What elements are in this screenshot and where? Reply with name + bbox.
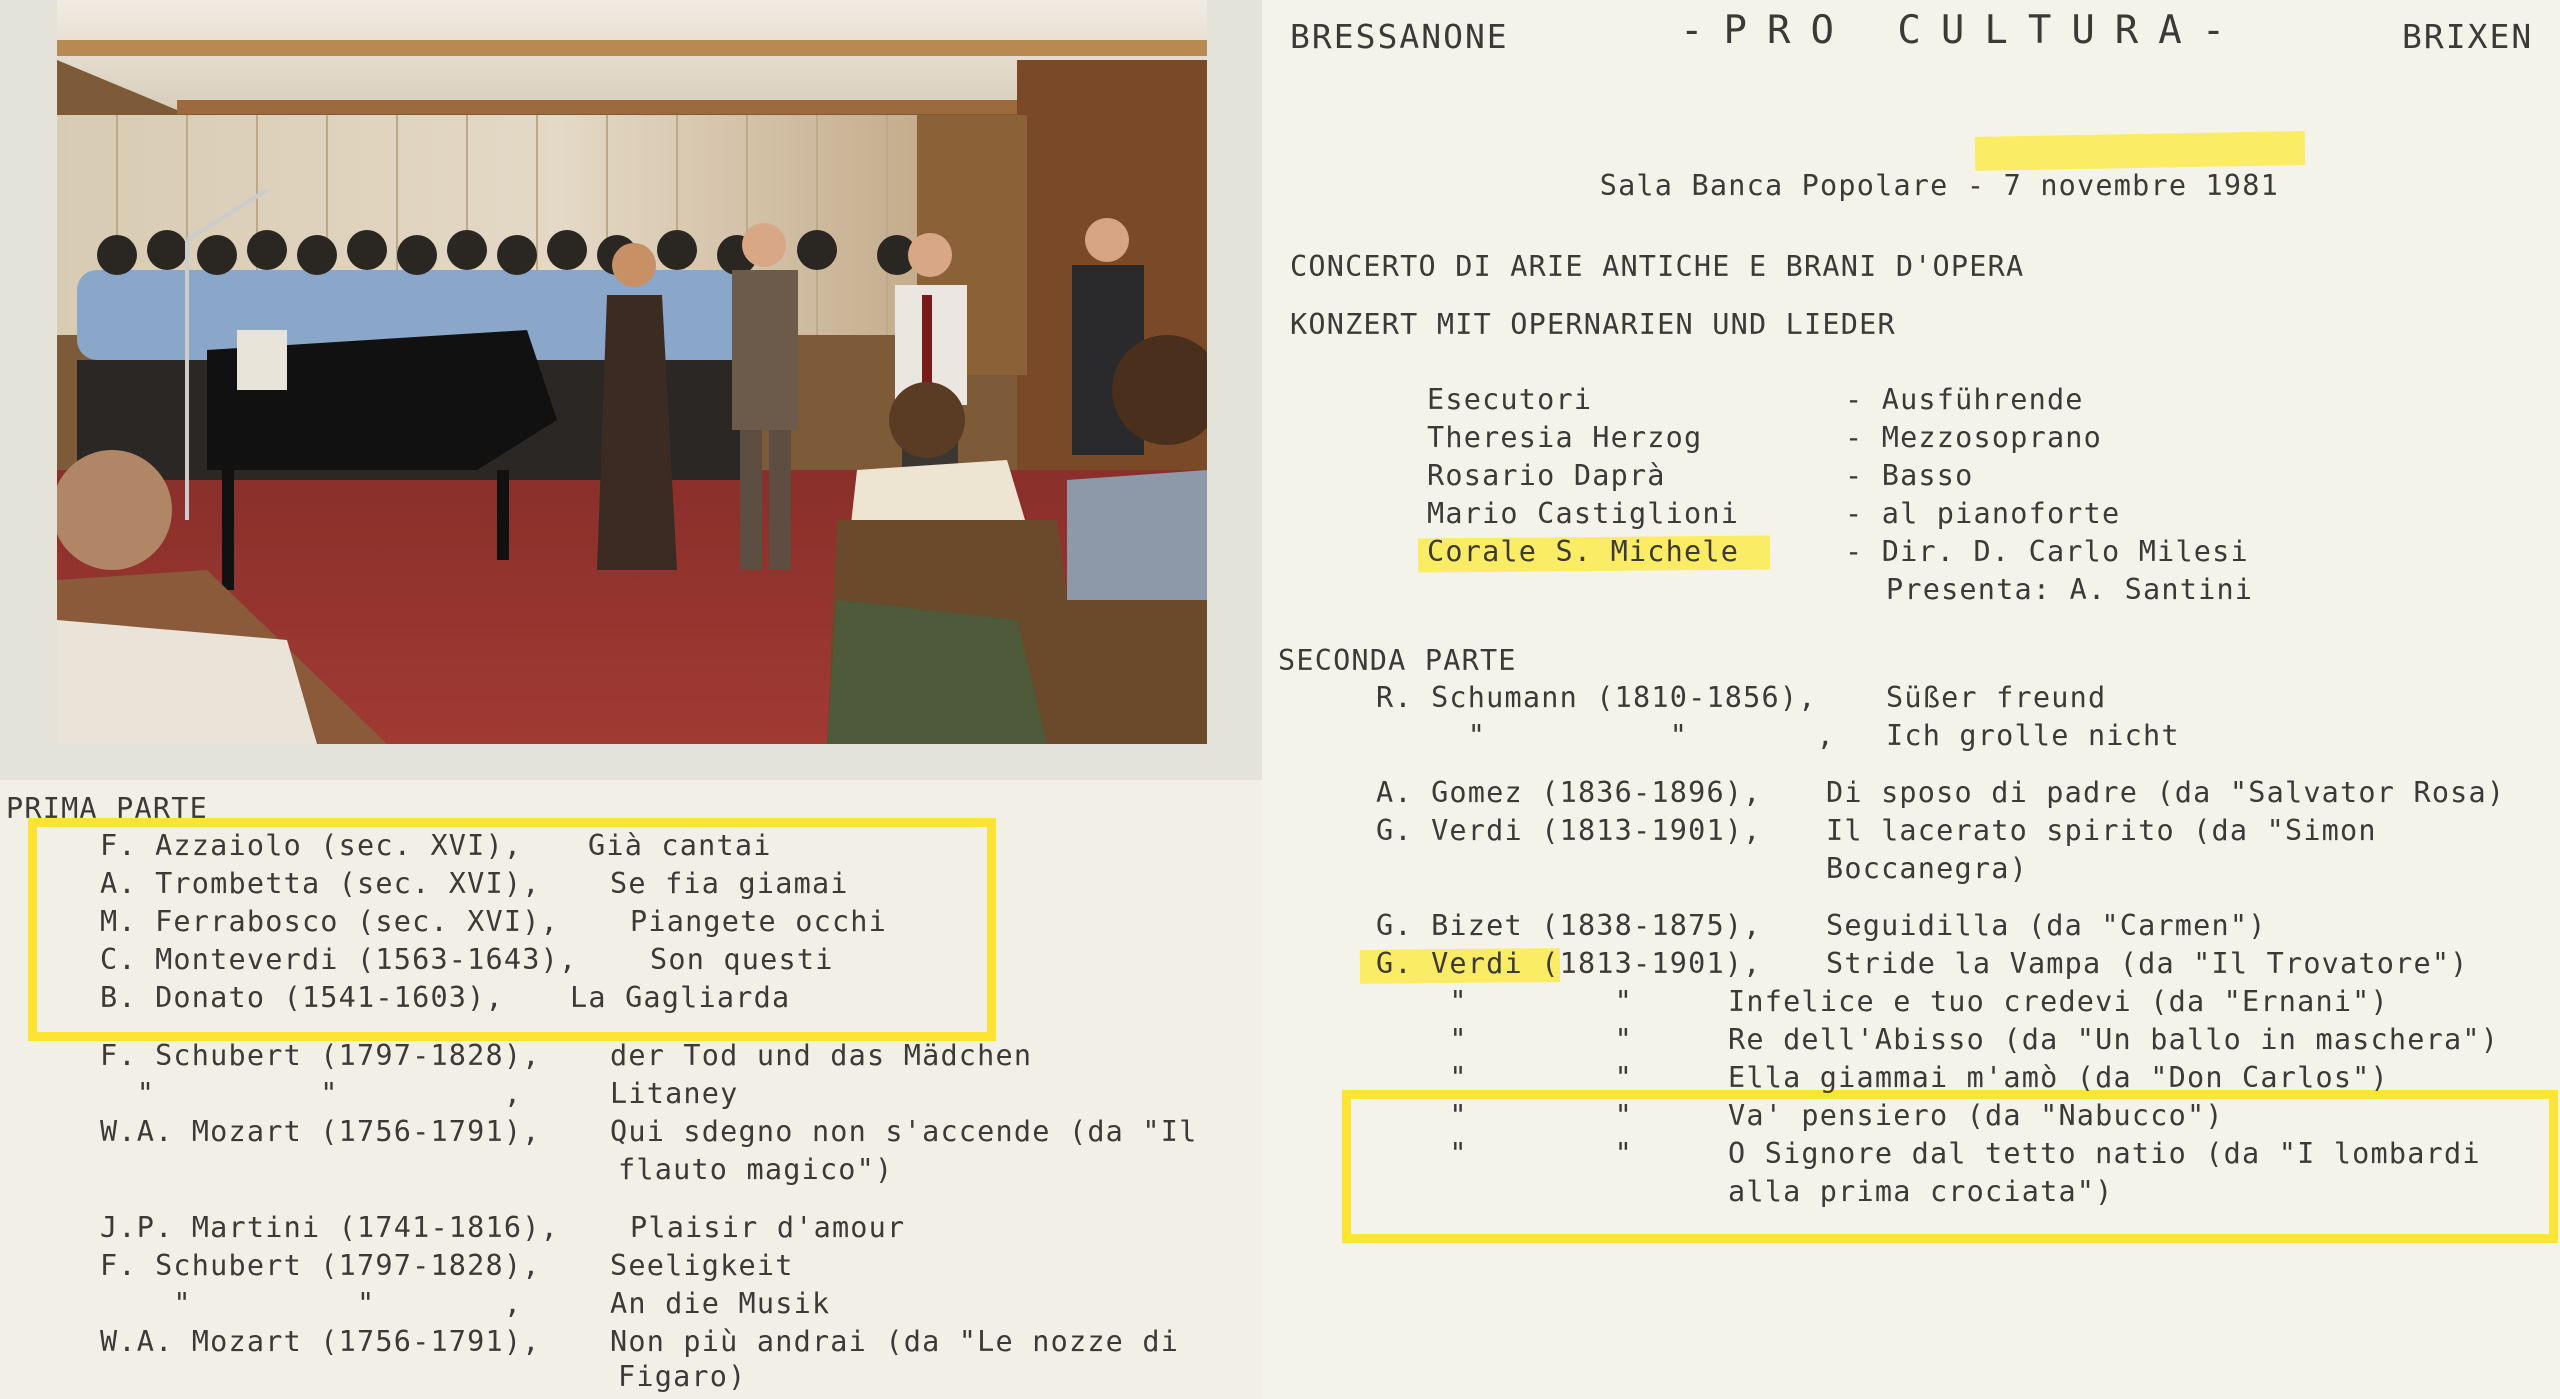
concert-photo	[57, 0, 1207, 744]
photo-frame	[0, 0, 1262, 780]
venue-line	[1563, 135, 2279, 203]
composer: " "	[1376, 985, 1634, 1018]
composer: G. Verdi (1813-1901),	[1376, 814, 1762, 847]
performer-name: Esecutori	[1427, 383, 1593, 416]
piece: Già cantai	[588, 829, 772, 862]
piece: An die Musik	[610, 1287, 831, 1320]
composer: A. Trombetta (sec. XVI),	[100, 867, 541, 900]
piece: Il lacerato spirito (da "Simon	[1826, 814, 2377, 847]
composer: " "	[1376, 1061, 1634, 1094]
composer: " "	[1376, 1099, 1634, 1132]
piece: der Tod und das Mädchen	[610, 1039, 1033, 1072]
venue: Sala Banca Popolare -	[1599, 169, 2004, 202]
composer: F. Azzaiolo (sec. XVI),	[100, 829, 523, 862]
piece: Se fia giamai	[610, 867, 849, 900]
composer: R. Schumann (1810-1856),	[1376, 681, 1817, 714]
piece: Ella giammai m'amò (da "Don Carlos")	[1728, 1061, 2389, 1094]
piece: Re dell'Abisso (da "Un ballo in maschera")	[1728, 1023, 2500, 1056]
piece: Figaro)	[618, 1360, 747, 1393]
header-center: -PRO CULTURA-	[1680, 8, 2246, 53]
composer: F. Schubert (1797-1828),	[100, 1039, 541, 1072]
performer-role: - al pianoforte	[1845, 497, 2121, 530]
piece: Non più andrai (da "Le nozze di	[610, 1325, 1180, 1358]
composer: J.P. Martini (1741-1816),	[100, 1211, 559, 1244]
header-right: BRIXEN	[2402, 17, 2534, 56]
piece: Stride la Vampa (da "Il Trovatore")	[1826, 947, 2469, 980]
performer-role: - Ausführende	[1845, 383, 2084, 416]
concert-title-de: KONZERT MIT OPERNARIEN UND LIEDER	[1290, 308, 1896, 341]
composer: " " ,	[1376, 719, 1835, 752]
performer-role: - Mezzosoprano	[1845, 421, 2103, 454]
piece: O Signore dal tetto natio (da "I lombardi	[1728, 1137, 2481, 1170]
composer: F. Schubert (1797-1828),	[100, 1249, 541, 1282]
performer-role: - Dir. D. Carlo Milesi	[1845, 535, 2249, 568]
piece: alla prima crociata")	[1728, 1175, 2114, 1208]
seconda-parte-heading: SECONDA PARTE	[1278, 644, 1517, 677]
piece: Qui sdegno non s'accende (da "Il	[610, 1115, 1198, 1148]
composer: M. Ferrabosco (sec. XVI),	[100, 905, 559, 938]
composer: B. Donato (1541-1603),	[100, 981, 504, 1014]
piece: Litaney	[610, 1077, 739, 1110]
composer: W.A. Mozart (1756-1791),	[100, 1325, 541, 1358]
piece: Süßer freund	[1886, 681, 2107, 714]
composer: " "	[1376, 1137, 1634, 1170]
piece: Ich grolle nicht	[1886, 719, 2180, 752]
performer-name: Corale S. Michele	[1427, 535, 1740, 568]
composer: W.A. Mozart (1756-1791),	[100, 1115, 541, 1148]
prima-parte-heading: PRIMA PARTE	[6, 792, 208, 825]
performer-name: Rosario Daprà	[1427, 459, 1666, 492]
piece: Seguidilla (da "Carmen")	[1826, 909, 2267, 942]
composer: G. Bizet (1838-1875),	[1376, 909, 1762, 942]
piece: Va' pensiero (da "Nabucco")	[1728, 1099, 2224, 1132]
composer: " "	[1376, 1023, 1634, 1056]
composer: C. Monteverdi (1563-1643),	[100, 943, 578, 976]
concert-date: 7 novembre 1981	[2003, 169, 2279, 202]
composer: G. Verdi (1813-1901),	[1376, 947, 1762, 980]
piece: flauto magico")	[618, 1153, 894, 1186]
piece: Son questi	[650, 943, 834, 976]
piece: Infelice e tuo credevi (da "Ernani")	[1728, 985, 2389, 1018]
performer-name: Mario Castiglioni	[1427, 497, 1740, 530]
performer-name: Theresia Herzog	[1427, 421, 1703, 454]
piece: Boccanegra)	[1826, 852, 2028, 885]
composer: " " ,	[100, 1287, 523, 1320]
performer-role: - Basso	[1845, 459, 1974, 492]
piece: La Gagliarda	[570, 981, 791, 1014]
composer: A. Gomez (1836-1896),	[1376, 776, 1762, 809]
piece: Di sposo di padre (da "Salvator Rosa)	[1826, 776, 2506, 809]
composer: " " ,	[100, 1077, 523, 1110]
piece: Plaisir d'amour	[630, 1211, 906, 1244]
concert-title-it: CONCERTO DI ARIE ANTICHE E BRANI D'OPERA	[1290, 250, 2025, 283]
presenter: Presenta: A. Santini	[1886, 573, 2254, 606]
header-left: BRESSANONE	[1290, 17, 1509, 56]
piece: Seeligkeit	[610, 1249, 794, 1282]
piece: Piangete occhi	[630, 905, 888, 938]
